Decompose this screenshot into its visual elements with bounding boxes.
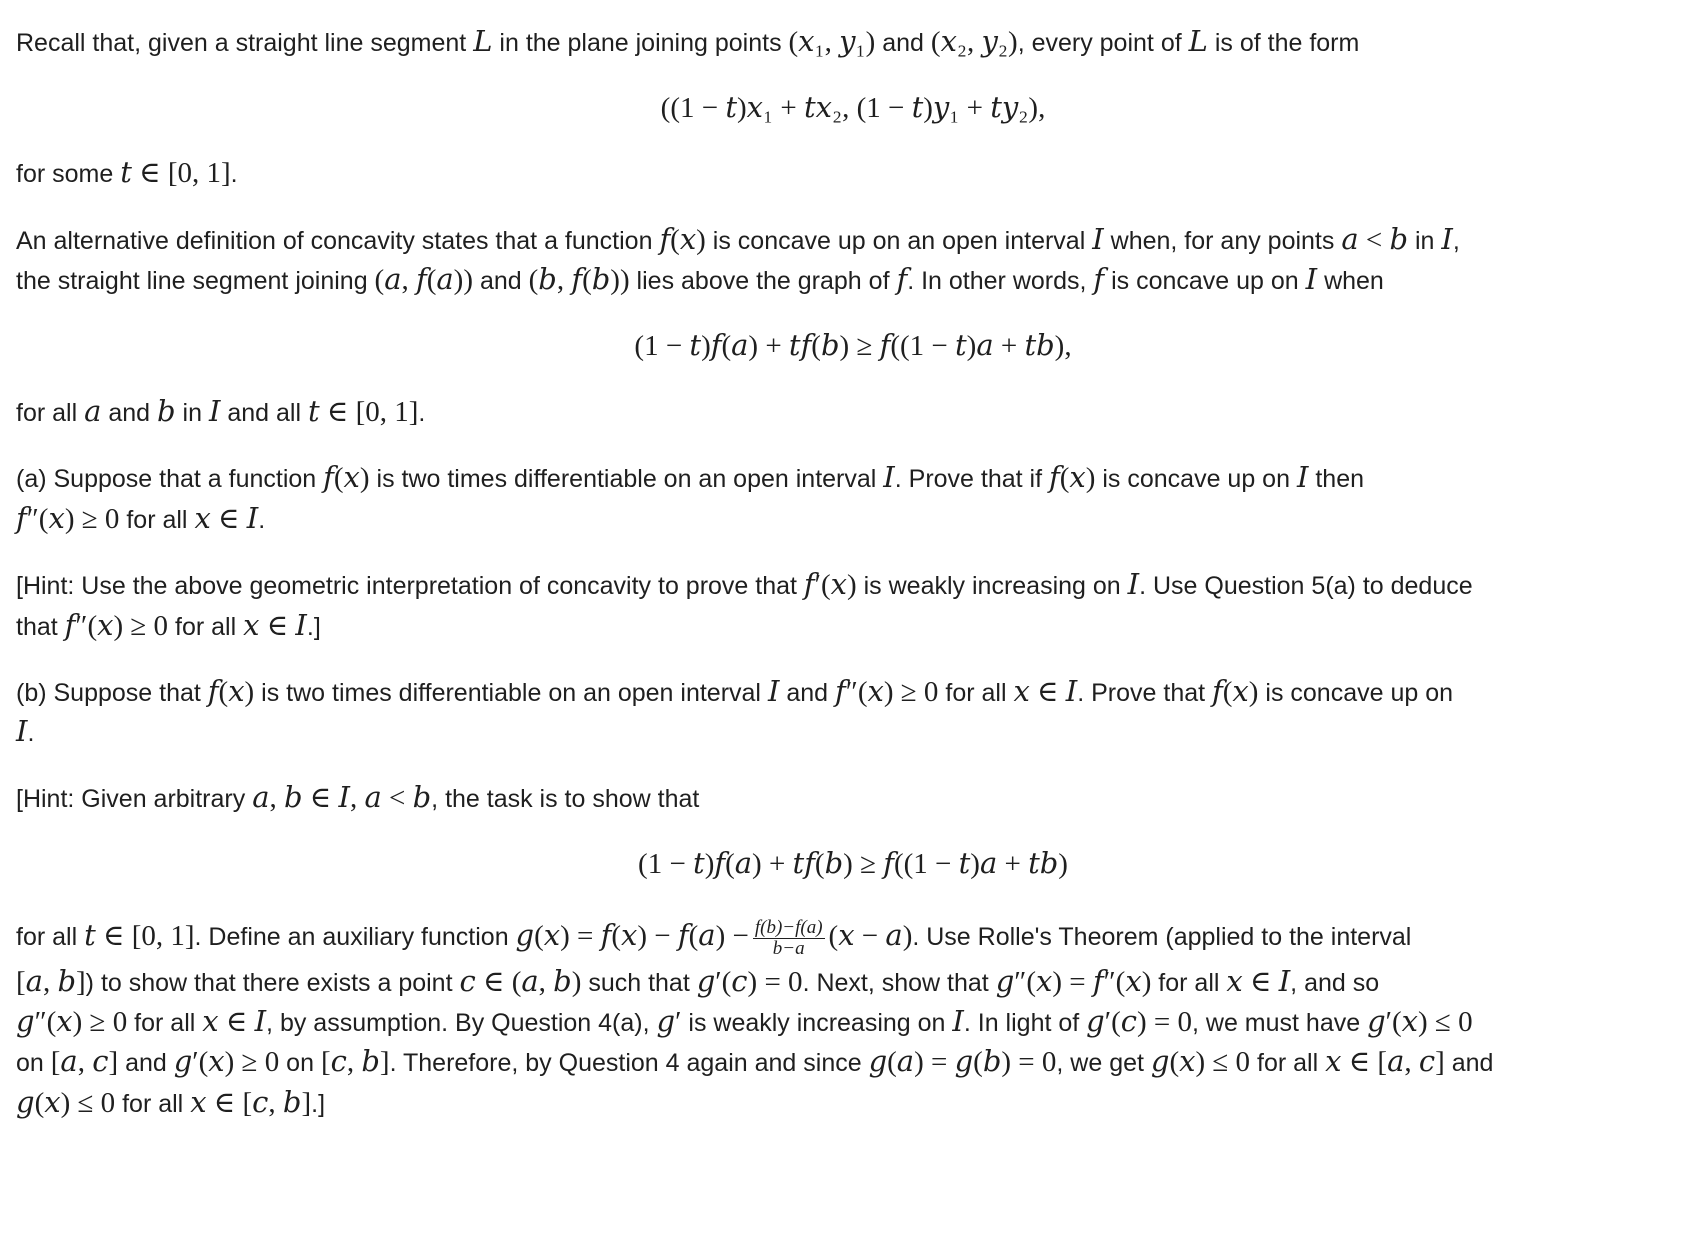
math: 𝑔″(𝑥) ≥ 0 [16, 1006, 128, 1038]
p6-line6 [16, 1088, 325, 1119]
math: 𝐼 [208, 396, 221, 428]
text: . [230, 160, 238, 188]
text: is concave up on [1258, 679, 1454, 707]
math: 𝐼 [1305, 264, 1318, 296]
text: is concave up on an open interval [705, 227, 1093, 255]
math: 𝑓 [1093, 264, 1105, 296]
text: is two times differentiable on an open interval [369, 465, 884, 493]
math: 𝑓′(𝑥) [803, 569, 857, 601]
text: that [16, 613, 65, 641]
text: . Therefore, by Question 4 again and since [389, 1049, 869, 1077]
text: , by assumption. By Question 4(a), [266, 1009, 657, 1037]
text: is concave up on [1095, 465, 1297, 493]
text: , the task is to show that [431, 785, 700, 813]
math: 𝑎 [84, 396, 102, 428]
text: is two times differentiable on an open interval [254, 679, 768, 707]
math: [𝑎, 𝑐] [50, 1046, 119, 1078]
text: in [175, 399, 209, 427]
math: 𝐼 [1092, 224, 1104, 256]
math: 𝑡 ∈ [0, 1] [307, 396, 419, 428]
text: such that [581, 969, 697, 997]
math: 𝑓(𝑥) [207, 676, 255, 708]
p5-line2 [16, 717, 34, 748]
math: (𝑥 − 𝑎) [828, 920, 913, 952]
math: 𝑎, 𝑏 ∈ 𝐼, 𝑎 < 𝑏 [252, 782, 432, 814]
fraction-numerator: f(b)−f(a) [754, 916, 823, 938]
text: and [101, 399, 157, 427]
math: (𝑏, 𝑓(𝑏)) [528, 264, 630, 296]
text: is weakly increasing on [856, 572, 1128, 600]
text: , every point of [1017, 29, 1189, 57]
text: for all [168, 613, 244, 641]
text: [Hint: Use the above geometric interpretation of concavity to prove that [16, 572, 804, 600]
text: for all [1151, 969, 1227, 997]
math: 𝑓 [896, 264, 908, 296]
p2-line3 [16, 397, 425, 428]
text: on [16, 1049, 51, 1077]
math: 𝑡 ∈ [0, 1] [120, 157, 231, 189]
text: the straight line segment joining [16, 267, 375, 295]
math: [𝑐, 𝑏] [320, 1046, 390, 1078]
math: 𝑥 ∈ 𝐼 [1226, 966, 1291, 998]
math: 𝑥 ∈ 𝐼 [194, 503, 259, 535]
text: Recall that, given a straight line segment [16, 29, 474, 57]
math: 𝐼 [16, 716, 28, 748]
text: . [258, 506, 266, 534]
math: (𝑥₁, 𝑦₁) [788, 26, 876, 58]
text: for all [119, 506, 195, 534]
p6-line5 [16, 1047, 1493, 1078]
p5-line1 [16, 677, 1453, 708]
p2-line2 [16, 265, 1384, 296]
text: (b) Suppose that [16, 679, 208, 707]
math: 𝑔′(𝑥) ≤ 0 [1367, 1006, 1473, 1038]
math: 𝑥 ∈ 𝐼 [202, 1006, 267, 1038]
math: 𝐿 [473, 26, 493, 58]
text: . [418, 399, 426, 427]
text: and [473, 267, 529, 295]
p2-display-equation: (1 − 𝑡)𝑓(𝑎) + 𝑡𝑓(𝑏) ≥ 𝑓((1 − 𝑡)𝑎 + 𝑡𝑏), [634, 330, 1072, 362]
p1-line2 [16, 158, 238, 189]
text: and [1444, 1049, 1494, 1077]
text: .] [306, 613, 321, 641]
text: .] [311, 1090, 326, 1118]
text: in [1408, 227, 1442, 255]
text: for all [938, 679, 1014, 707]
p1-line1 [16, 27, 1359, 58]
math: 𝑎 < 𝑏 [1341, 224, 1409, 256]
math: 𝑔″(𝑥) = 𝑓″(𝑥) [995, 966, 1152, 998]
text: for all [16, 399, 85, 427]
text: [Hint: Given arbitrary [16, 785, 253, 813]
math: 𝑓(𝑥) [659, 224, 706, 256]
p3-line2 [16, 504, 265, 535]
text: . Prove that if [894, 465, 1050, 493]
text: for all [1250, 1049, 1326, 1077]
text: is weakly increasing on [681, 1009, 953, 1037]
math: 𝑥 ∈ [𝑐, 𝑏] [190, 1087, 312, 1119]
text: when, for any points [1103, 227, 1342, 255]
math: 𝑓(𝑥) [1049, 462, 1096, 494]
text: . Define an auxiliary function [194, 923, 516, 951]
math: 𝑔′ [656, 1006, 682, 1038]
text: is concave up on [1104, 267, 1306, 295]
p2-line1 [16, 225, 1460, 256]
math: 𝑔′(𝑥) ≥ 0 [173, 1046, 280, 1078]
text: . [27, 719, 35, 747]
math: 𝑏 [157, 396, 176, 428]
p4-line2 [16, 611, 321, 642]
text: when [1317, 267, 1384, 295]
math: 𝑡 ∈ [0, 1] [84, 920, 195, 952]
math: 𝑓″(𝑥) ≥ 0 [16, 503, 120, 535]
text: , and so [1290, 969, 1380, 997]
math: 𝐼 [883, 462, 895, 494]
fraction [753, 918, 825, 959]
text: . Next, show that [802, 969, 996, 997]
text: An alternative definition of concavity states that a function [16, 227, 660, 255]
math: 𝐿 [1188, 26, 1208, 58]
text: and all [220, 399, 308, 427]
text: then [1308, 465, 1365, 493]
math: 𝑔′(𝑐) = 0 [696, 966, 803, 998]
text: . Use Question 5(a) to deduce [1139, 572, 1473, 600]
text: and [875, 29, 931, 57]
math: 𝑓(𝑥) [1212, 676, 1259, 708]
text: is of the form [1207, 29, 1360, 57]
p6-line4 [16, 1007, 1473, 1038]
text: ) to show that there exists a point [85, 969, 460, 997]
text: on [279, 1049, 321, 1077]
math: 𝑓″(𝑥) ≥ 0 [835, 676, 939, 708]
text: and [779, 679, 836, 707]
math: 𝐼 [1441, 224, 1453, 256]
text: . Use Rolle's Theorem (applied to the interval [912, 923, 1412, 951]
math: 𝐼 [1127, 569, 1140, 601]
text: and [118, 1049, 174, 1077]
text: , we get [1056, 1049, 1151, 1077]
math: 𝐼 [952, 1006, 964, 1038]
math: 𝑥 ∈ 𝐼 [243, 610, 307, 642]
text: . Prove that [1077, 679, 1213, 707]
math: 𝑓(𝑥) [323, 462, 370, 494]
p1-display-equation: ((1 − 𝑡)𝑥₁ + 𝑡𝑥₂, (1 − 𝑡)𝑦₁ + 𝑡𝑦₂), [660, 92, 1046, 124]
p6-display-equation: (1 − 𝑡)𝑓(𝑎) + 𝑡𝑓(𝑏) ≥ 𝑓((1 − 𝑡)𝑎 + 𝑡𝑏) [638, 848, 1068, 880]
math: 𝑔(𝑥) ≤ 0 [1150, 1046, 1251, 1078]
text: for some [16, 160, 121, 188]
p4-line1 [16, 570, 1473, 601]
text: (a) Suppose that a function [16, 465, 324, 493]
math: 𝑥 ∈ [𝑎, 𝑐] [1325, 1046, 1445, 1078]
math: 𝑓″(𝑥) ≥ 0 [64, 610, 169, 642]
math: 𝑔(𝑥) = 𝑓(𝑥) − 𝑓(𝑎) − [515, 920, 749, 952]
math: 𝐼 [1296, 462, 1309, 494]
text: for all [16, 923, 85, 951]
text: in the plane joining points [492, 29, 789, 57]
text: . In other words, [907, 267, 1094, 295]
fraction-denominator: b−a [772, 937, 805, 959]
math: (𝑎, 𝑓(𝑎)) [374, 264, 473, 296]
p6-line3 [16, 967, 1379, 998]
math: 𝐼 [767, 676, 780, 708]
text: for all [127, 1009, 203, 1037]
text: , we must have [1192, 1009, 1368, 1037]
math: 𝑔(𝑥) ≤ 0 [16, 1087, 116, 1119]
text: . In light of [963, 1009, 1087, 1037]
math: 𝑥 ∈ 𝐼 [1013, 676, 1078, 708]
math: (𝑥₂, 𝑦₂) [930, 26, 1018, 58]
math: [𝑎, 𝑏] [16, 966, 86, 998]
math: 𝑔(𝑎) = 𝑔(𝑏) = 0 [868, 1046, 1057, 1078]
text: for all [115, 1090, 191, 1118]
text: lies above the graph of [629, 267, 897, 295]
p6-line1 [16, 783, 699, 814]
p6-line2 [16, 913, 1411, 960]
text: , [1452, 227, 1460, 255]
math: 𝑔′(𝑐) = 0 [1086, 1006, 1192, 1038]
math: 𝑐 ∈ (𝑎, 𝑏) [459, 966, 582, 998]
p3-line1 [16, 463, 1364, 494]
